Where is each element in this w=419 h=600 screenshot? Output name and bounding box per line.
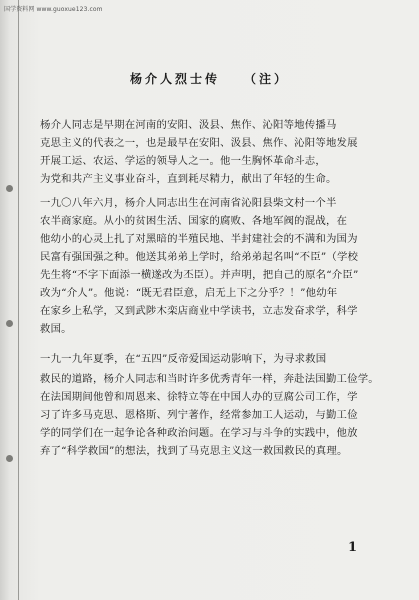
text-line: 习了许多马克思、恩格斯、列宁著作，经常参加工人运动，与勤工俭 xyxy=(40,409,358,421)
text-line: 在法国期间他曾和周恩来、徐特立等在中国人办的豆腐公司工作，学 xyxy=(40,391,358,403)
text-line: 农半商家庭。从小的贫困生活、国家的腐败、各地军阀的混战，在 xyxy=(40,215,348,227)
page-number: 1 xyxy=(348,540,358,555)
binding-hole xyxy=(6,455,13,462)
text-line: 一九一九年夏季，在“五四”反帝爱国运动影响下，为寻求救国 xyxy=(40,353,327,365)
text-line: 救国。 xyxy=(40,323,72,335)
binding-hole xyxy=(6,185,13,192)
text-line: 开展工运、农运、学运的领导人之一。他一生胸怀革命斗志， xyxy=(40,155,326,167)
text-line: 救民的道路，杨介人同志和当时许多优秀青年一样，奔赴法国勤工俭学。 xyxy=(40,373,379,385)
text-line: 学的同学们在一起争论各种政治问题。在学习与斗争的实践中，他放 xyxy=(40,427,358,439)
text-line: 一九〇八年六月，杨介人同志出生在河南省沁阳县柴文村一个半 xyxy=(40,197,337,209)
text-line: 他幼小的心灵上扎了对黑暗的半殖民地、半封建社会的不满和为国为 xyxy=(40,233,358,245)
text-line: 民富有强国强之种。他送其弟弟上学时，给弟弟起名叫“不臣”（学校 xyxy=(40,251,359,263)
page-title: 杨介人烈士传 （注） xyxy=(129,72,289,86)
text-line: 在家乡上私学，又到武陟木栾店商业中学读书，立志发奋求学，科学 xyxy=(40,305,358,317)
text-line: 改为“介人”。他说：“既无君臣意，启无上下之分乎？！”他幼年 xyxy=(40,287,338,299)
text-line: 克思主义的代表之一，也是最早在安阳、汲县、焦作、沁阳等地发展 xyxy=(40,137,358,149)
text-line: 杨介人同志是早期在河南的安阳、汲县、焦作、沁阳等地传播马 xyxy=(40,119,337,131)
text-line: 弃了“科学救国”的想法，找到了马克思主义这一救国救民的真理。 xyxy=(40,445,348,457)
binding-edge xyxy=(18,0,19,600)
text-line: 先生将“不字下面添一横遂改为丕臣）。并声明，把自己的原名“介臣” xyxy=(40,269,359,281)
text-line: 为党和共产主义事业奋斗，直到耗尽精力，献出了年轻的生命。 xyxy=(40,173,337,185)
binding-hole xyxy=(6,320,13,327)
watermark-url: 国学资料网 www.guoxue123.com xyxy=(4,6,103,13)
